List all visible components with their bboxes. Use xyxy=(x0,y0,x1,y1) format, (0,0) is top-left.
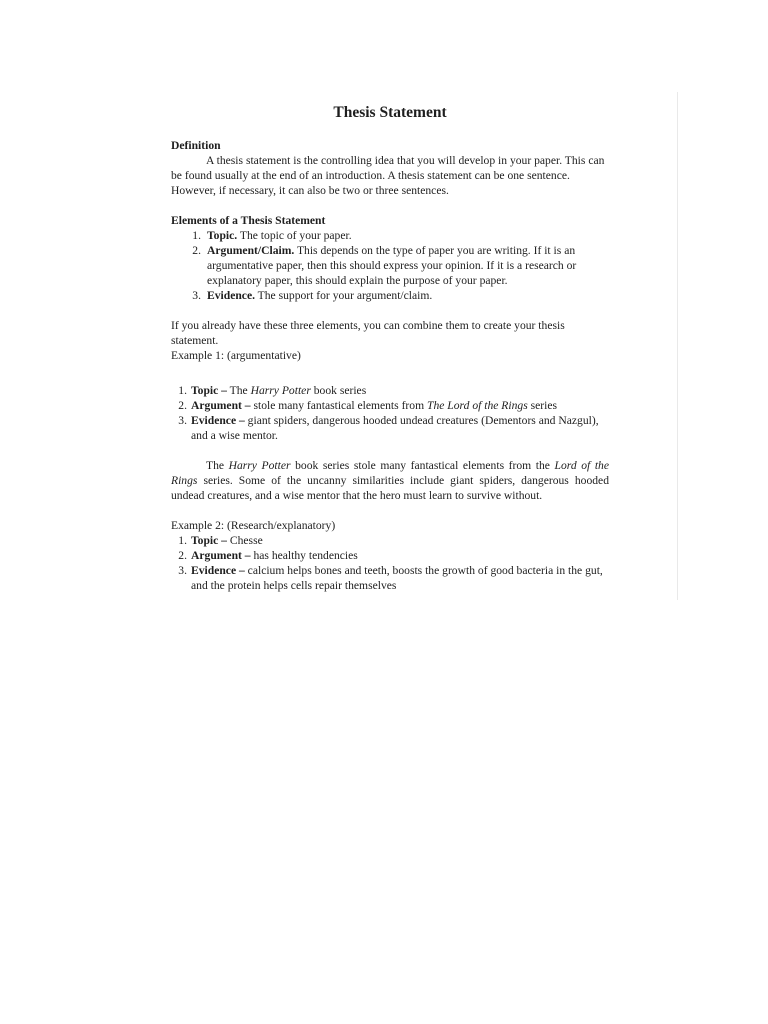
example-term: Argument – xyxy=(191,399,251,412)
list-number: 1. xyxy=(178,384,187,397)
list-number: 2. xyxy=(192,244,201,257)
element-term: Argument/Claim. xyxy=(207,244,295,257)
page-edge-divider xyxy=(677,92,678,600)
element-desc: This depends on the type of paper you are writing. If it is an argumentative paper, then this should express your opinion. If it is a research or explanatory paper, this should explain the purpose of your paper. xyxy=(207,244,577,287)
paragraph-text: The xyxy=(206,459,229,472)
example1-thesis-paragraph xyxy=(171,458,609,503)
example-text: has healthy tendencies xyxy=(250,549,358,562)
example1-label: Example 1: (argumentative) xyxy=(171,349,301,362)
list-item xyxy=(171,563,609,593)
example-term: Evidence – xyxy=(191,564,245,577)
paragraph-text: series. Some of the uncanny similarities include giant spiders, dangerous hooded undead creatures, and a wise mentor that the hero must learn to survive without. xyxy=(171,474,609,502)
document-page xyxy=(171,100,609,593)
elements-list xyxy=(171,228,609,303)
example-text: book series xyxy=(310,384,367,397)
list-number: 1. xyxy=(178,534,187,547)
list-number: 2. xyxy=(178,399,187,412)
book-title: Harry Potter xyxy=(228,459,291,472)
combine-text: If you already have these three elements, you can combine them to create your thesis statement. xyxy=(171,319,565,347)
example-text: Chesse xyxy=(226,534,263,547)
definition-heading: Definition xyxy=(171,139,221,152)
list-item xyxy=(171,548,609,563)
element-desc: The topic of your paper. xyxy=(237,229,352,242)
list-item xyxy=(171,288,609,303)
list-item xyxy=(171,243,609,288)
example-text: calcium helps bones and teeth, boosts the growth of good bacteria in the gut, and the protein helps cells repair themselves xyxy=(191,564,603,592)
book-title: The Lord of the Rings xyxy=(427,399,528,412)
list-number: 3. xyxy=(192,289,201,302)
list-item xyxy=(171,398,609,413)
paragraph-text: book series stole many fantastical elements from the xyxy=(290,459,555,472)
example-text: giant spiders, dangerous hooded undead creatures (Dementors and Nazgul), and a wise mentor. xyxy=(191,414,599,442)
example-text: series xyxy=(527,399,558,412)
example-term: Topic – xyxy=(191,534,227,547)
example2-label: Example 2: (Research/explanatory) xyxy=(171,519,336,532)
list-item xyxy=(171,413,609,443)
elements-heading: Elements of a Thesis Statement xyxy=(171,214,326,227)
book-title: Lord of the Rings xyxy=(171,459,609,487)
element-desc: The support for your argument/claim. xyxy=(254,289,433,302)
example-term: Evidence – xyxy=(191,414,245,427)
list-item xyxy=(171,228,609,243)
list-number: 1. xyxy=(192,229,201,242)
element-term: Evidence. xyxy=(207,289,255,302)
example-term: Argument – xyxy=(191,549,251,562)
example1-list xyxy=(171,383,609,443)
list-number: 3. xyxy=(178,414,187,427)
document-title: Thesis Statement xyxy=(333,104,447,121)
list-item xyxy=(171,383,609,398)
definition-text: A thesis statement is the controlling idea that you will develop in your paper. This can be found usually at the end of an introduction. A thesis statement can be one sentence. However, if necessary, it can also be two or three sentences. xyxy=(171,154,605,197)
example-text: The xyxy=(226,384,251,397)
element-term: Topic. xyxy=(207,229,238,242)
list-number: 3. xyxy=(178,564,187,577)
list-item xyxy=(171,533,609,548)
list-number: 2. xyxy=(178,549,187,562)
example-term: Topic – xyxy=(191,384,227,397)
example2-list xyxy=(171,533,609,593)
example-text: stole many fantastical elements from xyxy=(250,399,428,412)
book-title: Harry Potter xyxy=(250,384,311,397)
